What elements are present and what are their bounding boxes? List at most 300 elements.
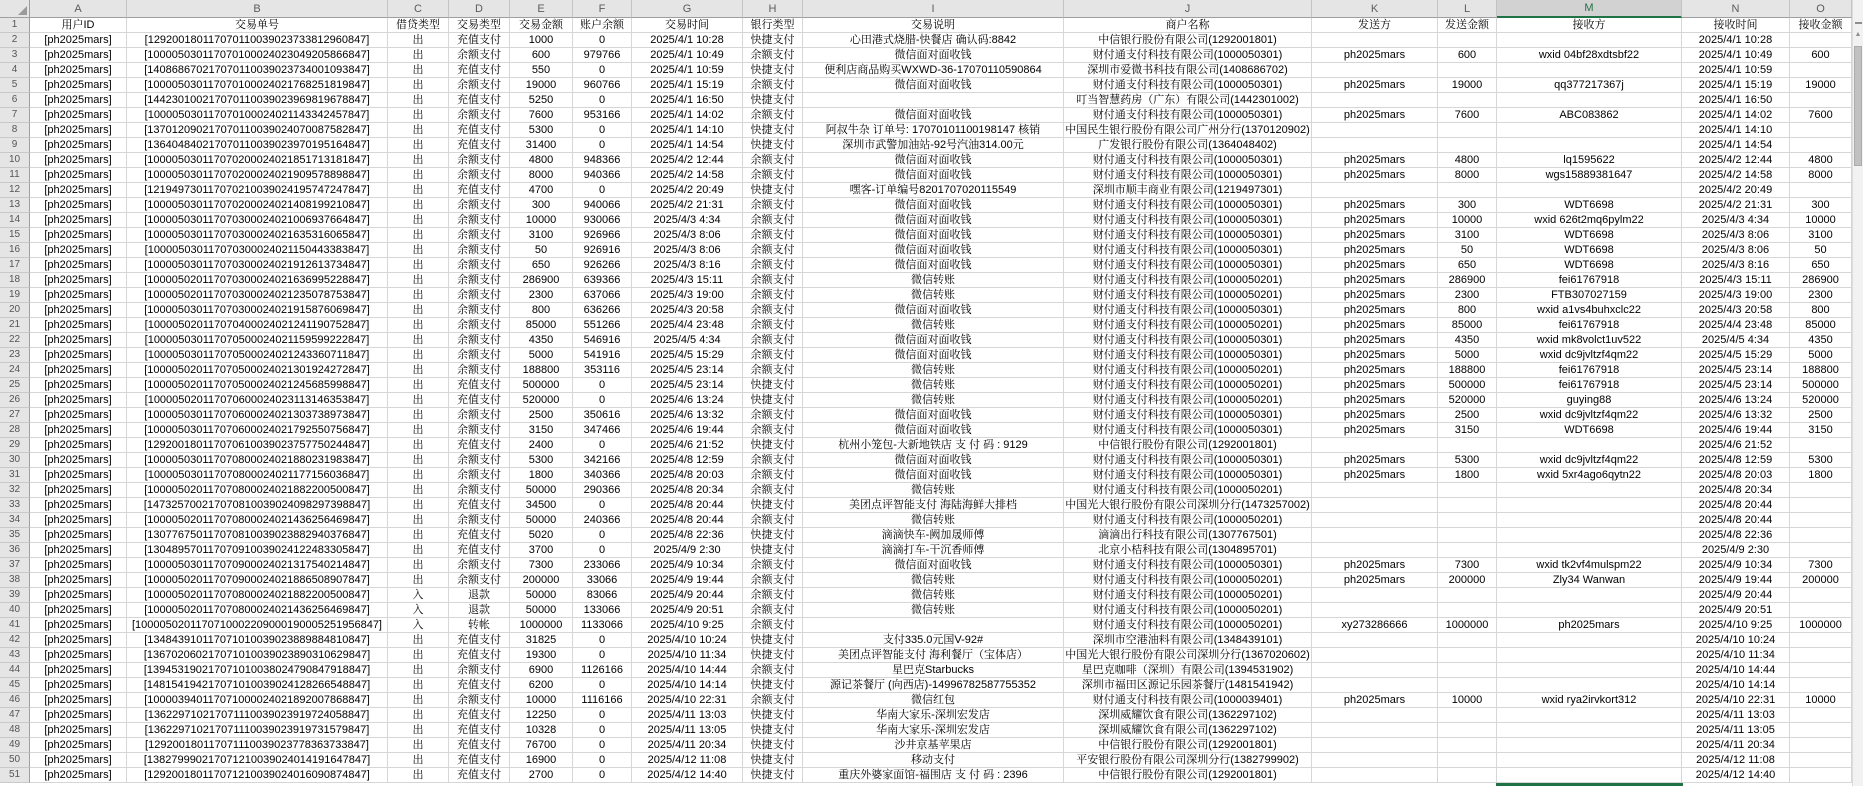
cell-M42[interactable] <box>1497 633 1682 648</box>
cell-B39[interactable]: [100005020117070800024021882200500847] <box>127 588 388 603</box>
cell-L13[interactable]: 300 <box>1438 198 1497 213</box>
cell-K4[interactable] <box>1312 63 1438 78</box>
cell-K24[interactable]: ph2025mars <box>1312 363 1438 378</box>
cell-J38[interactable]: 财付通支付科技有限公司(1000050201) <box>1064 573 1312 588</box>
cell-L18[interactable]: 286900 <box>1438 273 1497 288</box>
row-header-35[interactable]: 35 <box>0 528 30 543</box>
cell-H10[interactable]: 余额支付 <box>743 153 803 168</box>
cell-A24[interactable]: [ph2025mars] <box>30 363 127 378</box>
cell-I12[interactable]: 嘿客-订单编号8201707020115549 <box>803 183 1064 198</box>
cell-L12[interactable] <box>1438 183 1497 198</box>
cell-G30[interactable]: 2025/4/8 12:59 <box>632 453 743 468</box>
cell-G48[interactable]: 2025/4/11 13:05 <box>632 723 743 738</box>
cell-A47[interactable]: [ph2025mars] <box>30 708 127 723</box>
cell-H1[interactable]: 银行类型 <box>743 18 803 33</box>
column-header-L[interactable]: L <box>1438 0 1497 18</box>
cell-G31[interactable]: 2025/4/8 20:03 <box>632 468 743 483</box>
cell-D15[interactable]: 余额支付 <box>449 228 510 243</box>
cell-O26[interactable]: 520000 <box>1790 393 1852 408</box>
cell-I3[interactable]: 微信面对面收钱 <box>803 48 1064 63</box>
cell-O48[interactable] <box>1790 723 1852 738</box>
row-header-47[interactable]: 47 <box>0 708 30 723</box>
column-header-B[interactable]: B <box>127 0 388 18</box>
cell-N27[interactable]: 2025/4/6 13:32 <box>1682 408 1790 423</box>
cell-L1[interactable]: 发送金额 <box>1438 18 1497 33</box>
cell-L37[interactable]: 7300 <box>1438 558 1497 573</box>
cell-A9[interactable]: [ph2025mars] <box>30 138 127 153</box>
cell-L23[interactable]: 5000 <box>1438 348 1497 363</box>
cell-K29[interactable] <box>1312 438 1438 453</box>
cell-K2[interactable] <box>1312 33 1438 48</box>
cell-A34[interactable]: [ph2025mars] <box>30 513 127 528</box>
cell-E17[interactable]: 650 <box>510 258 573 273</box>
cell-O14[interactable]: 10000 <box>1790 213 1852 228</box>
cell-J34[interactable]: 财付通支付科技有限公司(1000050201) <box>1064 513 1312 528</box>
row-header-27[interactable]: 27 <box>0 408 30 423</box>
cell-G41[interactable]: 2025/4/10 9:25 <box>632 618 743 633</box>
cell-L51[interactable] <box>1438 768 1497 783</box>
cell-K35[interactable] <box>1312 528 1438 543</box>
cell-H17[interactable]: 余额支付 <box>743 258 803 273</box>
cell-F35[interactable]: 0 <box>573 528 632 543</box>
cell-J45[interactable]: 深圳市福田区源记乐园茶餐厅(1481541942) <box>1064 678 1312 693</box>
cell-H42[interactable]: 快捷支付 <box>743 633 803 648</box>
cell-O49[interactable] <box>1790 738 1852 753</box>
column-header-F[interactable]: F <box>573 0 632 18</box>
column-header-O[interactable]: O <box>1790 0 1852 18</box>
cell-I24[interactable]: 微信转账 <box>803 363 1064 378</box>
cell-N40[interactable]: 2025/4/9 20:51 <box>1682 603 1790 618</box>
cell-H37[interactable]: 余额支付 <box>743 558 803 573</box>
cell-F23[interactable]: 541916 <box>573 348 632 363</box>
cell-N7[interactable]: 2025/4/1 14:02 <box>1682 108 1790 123</box>
cell-E29[interactable]: 2400 <box>510 438 573 453</box>
cell-K20[interactable]: ph2025mars <box>1312 303 1438 318</box>
cell-B45[interactable]: [148154194217071010039024128266548847] <box>127 678 388 693</box>
cell-C50[interactable]: 出 <box>388 753 449 768</box>
cell-M32[interactable] <box>1497 483 1682 498</box>
cell-E37[interactable]: 7300 <box>510 558 573 573</box>
cell-M45[interactable] <box>1497 678 1682 693</box>
column-header-E[interactable]: E <box>510 0 573 18</box>
cell-L35[interactable] <box>1438 528 1497 543</box>
cell-G40[interactable]: 2025/4/9 20:51 <box>632 603 743 618</box>
cell-G34[interactable]: 2025/4/8 20:44 <box>632 513 743 528</box>
cell-A14[interactable]: [ph2025mars] <box>30 213 127 228</box>
cell-A23[interactable]: [ph2025mars] <box>30 348 127 363</box>
cell-M8[interactable] <box>1497 123 1682 138</box>
cell-D51[interactable]: 充值支付 <box>449 768 510 783</box>
cell-O21[interactable]: 85000 <box>1790 318 1852 333</box>
cell-C2[interactable]: 出 <box>388 33 449 48</box>
cell-F48[interactable]: 0 <box>573 723 632 738</box>
cell-C46[interactable]: 出 <box>388 693 449 708</box>
cell-I23[interactable]: 微信面对面收钱 <box>803 348 1064 363</box>
cell-A8[interactable]: [ph2025mars] <box>30 123 127 138</box>
cell-I27[interactable]: 微信面对面收钱 <box>803 408 1064 423</box>
cell-O36[interactable] <box>1790 543 1852 558</box>
cell-I37[interactable]: 微信面对面收钱 <box>803 558 1064 573</box>
row-header-36[interactable]: 36 <box>0 543 30 558</box>
cell-C19[interactable]: 出 <box>388 288 449 303</box>
cell-C10[interactable]: 出 <box>388 153 449 168</box>
row-header-21[interactable]: 21 <box>0 318 30 333</box>
cell-M41[interactable]: ph2025mars <box>1497 618 1682 633</box>
cell-O33[interactable] <box>1790 498 1852 513</box>
cell-C31[interactable]: 出 <box>388 468 449 483</box>
cell-M3[interactable]: wxid 04bf28xdtsbf22 <box>1497 48 1682 63</box>
row-header-44[interactable]: 44 <box>0 663 30 678</box>
cell-N28[interactable]: 2025/4/6 19:44 <box>1682 423 1790 438</box>
cell-G21[interactable]: 2025/4/4 23:48 <box>632 318 743 333</box>
cell-C51[interactable]: 出 <box>388 768 449 783</box>
cell-L16[interactable]: 50 <box>1438 243 1497 258</box>
cell-N44[interactable]: 2025/4/10 14:44 <box>1682 663 1790 678</box>
cell-B47[interactable]: [136229710217071110039023919724058847] <box>127 708 388 723</box>
cell-G5[interactable]: 2025/4/1 15:19 <box>632 78 743 93</box>
cell-L25[interactable]: 500000 <box>1438 378 1497 393</box>
cell-G44[interactable]: 2025/4/10 14:44 <box>632 663 743 678</box>
cell-D22[interactable]: 余额支付 <box>449 333 510 348</box>
cell-O40[interactable] <box>1790 603 1852 618</box>
cell-M26[interactable]: guying88 <box>1497 393 1682 408</box>
cell-D40[interactable]: 退款 <box>449 603 510 618</box>
cell-J42[interactable]: 深圳市空港油料有限公司(1348439101) <box>1064 633 1312 648</box>
cell-D49[interactable]: 充值支付 <box>449 738 510 753</box>
column-header-A[interactable]: A <box>30 0 127 18</box>
cell-C47[interactable]: 出 <box>388 708 449 723</box>
cell-E8[interactable]: 5300 <box>510 123 573 138</box>
cell-M17[interactable]: WDT6698 <box>1497 258 1682 273</box>
cell-F14[interactable]: 930066 <box>573 213 632 228</box>
cell-B48[interactable]: [136229710217071110039023919731579847] <box>127 723 388 738</box>
row-header-40[interactable]: 40 <box>0 603 30 618</box>
cell-J14[interactable]: 财付通支付科技有限公司(1000050301) <box>1064 213 1312 228</box>
cell-C5[interactable]: 出 <box>388 78 449 93</box>
cell-B14[interactable]: [100005030117070300024021006937664847] <box>127 213 388 228</box>
cell-L29[interactable] <box>1438 438 1497 453</box>
cell-G1[interactable]: 交易时间 <box>632 18 743 33</box>
cell-F50[interactable]: 0 <box>573 753 632 768</box>
cell-O51[interactable] <box>1790 768 1852 783</box>
column-header-J[interactable]: J <box>1064 0 1312 18</box>
cell-K40[interactable] <box>1312 603 1438 618</box>
cell-F43[interactable]: 0 <box>573 648 632 663</box>
cell-F33[interactable]: 0 <box>573 498 632 513</box>
cell-A49[interactable]: [ph2025mars] <box>30 738 127 753</box>
cell-E7[interactable]: 7600 <box>510 108 573 123</box>
row-header-41[interactable]: 41 <box>0 618 30 633</box>
cell-A46[interactable]: [ph2025mars] <box>30 693 127 708</box>
cell-M10[interactable]: lq1595622 <box>1497 153 1682 168</box>
cell-E49[interactable]: 76700 <box>510 738 573 753</box>
cell-J25[interactable]: 财付通支付科技有限公司(1000050201) <box>1064 378 1312 393</box>
cell-F13[interactable]: 940066 <box>573 198 632 213</box>
cell-L41[interactable]: 1000000 <box>1438 618 1497 633</box>
cell-D3[interactable]: 余额支付 <box>449 48 510 63</box>
row-header-32[interactable]: 32 <box>0 483 30 498</box>
cell-G26[interactable]: 2025/4/6 13:24 <box>632 393 743 408</box>
cell-L40[interactable] <box>1438 603 1497 618</box>
cell-A19[interactable]: [ph2025mars] <box>30 288 127 303</box>
cell-B28[interactable]: [100005030117070600024021792550756847] <box>127 423 388 438</box>
cell-C23[interactable]: 出 <box>388 348 449 363</box>
cell-H12[interactable]: 快捷支付 <box>743 183 803 198</box>
cell-F30[interactable]: 342166 <box>573 453 632 468</box>
cell-L50[interactable] <box>1438 753 1497 768</box>
cell-L22[interactable]: 4350 <box>1438 333 1497 348</box>
cell-I13[interactable]: 微信面对面收钱 <box>803 198 1064 213</box>
cell-I46[interactable]: 微信红包 <box>803 693 1064 708</box>
cell-A39[interactable]: [ph2025mars] <box>30 588 127 603</box>
row-header-19[interactable]: 19 <box>0 288 30 303</box>
cell-E34[interactable]: 50000 <box>510 513 573 528</box>
cell-H26[interactable]: 快捷支付 <box>743 393 803 408</box>
cell-D21[interactable]: 余额支付 <box>449 318 510 333</box>
cell-H41[interactable]: 余额支付 <box>743 618 803 633</box>
column-header-I[interactable]: I <box>803 0 1064 18</box>
cell-I49[interactable]: 沙井京基苹果店 <box>803 738 1064 753</box>
cell-C22[interactable]: 出 <box>388 333 449 348</box>
cell-B1[interactable]: 交易单号 <box>127 18 388 33</box>
cell-E44[interactable]: 6900 <box>510 663 573 678</box>
cell-M20[interactable]: wxid a1vs4buhxclc22 <box>1497 303 1682 318</box>
cell-M29[interactable] <box>1497 438 1682 453</box>
cell-G15[interactable]: 2025/4/3 8:06 <box>632 228 743 243</box>
row-header-30[interactable]: 30 <box>0 453 30 468</box>
cell-D41[interactable]: 转帐 <box>449 618 510 633</box>
cell-I34[interactable]: 微信转账 <box>803 513 1064 528</box>
cell-H40[interactable]: 余额支付 <box>743 603 803 618</box>
cell-F32[interactable]: 290366 <box>573 483 632 498</box>
cell-H31[interactable]: 余额支付 <box>743 468 803 483</box>
cell-D45[interactable]: 充值支付 <box>449 678 510 693</box>
cell-M7[interactable]: ABC083862 <box>1497 108 1682 123</box>
cell-D25[interactable]: 充值支付 <box>449 378 510 393</box>
cell-N6[interactable]: 2025/4/1 16:50 <box>1682 93 1790 108</box>
cell-D35[interactable]: 充值支付 <box>449 528 510 543</box>
cell-G32[interactable]: 2025/4/8 20:34 <box>632 483 743 498</box>
cell-M23[interactable]: wxid dc9jvltzf4qm22 <box>1497 348 1682 363</box>
cell-O5[interactable]: 19000 <box>1790 78 1852 93</box>
cell-L5[interactable]: 19000 <box>1438 78 1497 93</box>
cell-G8[interactable]: 2025/4/1 14:10 <box>632 123 743 138</box>
cell-K34[interactable] <box>1312 513 1438 528</box>
cell-D37[interactable]: 余额支付 <box>449 558 510 573</box>
cell-F42[interactable]: 0 <box>573 633 632 648</box>
cell-F39[interactable]: 83066 <box>573 588 632 603</box>
cell-G49[interactable]: 2025/4/11 20:34 <box>632 738 743 753</box>
cell-O1[interactable]: 接收金额 <box>1790 18 1852 33</box>
cell-K42[interactable] <box>1312 633 1438 648</box>
cell-G33[interactable]: 2025/4/8 20:44 <box>632 498 743 513</box>
cell-H2[interactable]: 快捷支付 <box>743 33 803 48</box>
cell-A50[interactable]: [ph2025mars] <box>30 753 127 768</box>
cell-N2[interactable]: 2025/4/1 10:28 <box>1682 33 1790 48</box>
cell-G51[interactable]: 2025/4/12 14:40 <box>632 768 743 783</box>
cell-O12[interactable] <box>1790 183 1852 198</box>
cell-F26[interactable]: 0 <box>573 393 632 408</box>
cell-D17[interactable]: 余额支付 <box>449 258 510 273</box>
cell-K21[interactable]: ph2025mars <box>1312 318 1438 333</box>
cell-G16[interactable]: 2025/4/3 8:06 <box>632 243 743 258</box>
cell-H11[interactable]: 余额支付 <box>743 168 803 183</box>
cell-C4[interactable]: 出 <box>388 63 449 78</box>
cell-E43[interactable]: 19300 <box>510 648 573 663</box>
cell-C28[interactable]: 出 <box>388 423 449 438</box>
row-header-48[interactable]: 48 <box>0 723 30 738</box>
cell-D14[interactable]: 余额支付 <box>449 213 510 228</box>
cell-L7[interactable]: 7600 <box>1438 108 1497 123</box>
cell-D11[interactable]: 余额支付 <box>449 168 510 183</box>
cell-D13[interactable]: 余额支付 <box>449 198 510 213</box>
cell-F17[interactable]: 926266 <box>573 258 632 273</box>
cell-F28[interactable]: 347466 <box>573 423 632 438</box>
cell-O37[interactable]: 7300 <box>1790 558 1852 573</box>
cell-N8[interactable]: 2025/4/1 14:10 <box>1682 123 1790 138</box>
cell-O23[interactable]: 5000 <box>1790 348 1852 363</box>
cell-F27[interactable]: 350616 <box>573 408 632 423</box>
cell-L42[interactable] <box>1438 633 1497 648</box>
cell-I2[interactable]: 心田港式烧腊-快餐店 确认码:8842 <box>803 33 1064 48</box>
cell-I41[interactable] <box>803 618 1064 633</box>
cell-F12[interactable]: 0 <box>573 183 632 198</box>
cell-H32[interactable]: 余额支付 <box>743 483 803 498</box>
cell-F7[interactable]: 953166 <box>573 108 632 123</box>
cell-G25[interactable]: 2025/4/5 23:14 <box>632 378 743 393</box>
cell-B24[interactable]: [100005020117070500024021301924272847] <box>127 363 388 378</box>
cell-A1[interactable]: 用户ID <box>30 18 127 33</box>
cell-O13[interactable]: 300 <box>1790 198 1852 213</box>
cell-B17[interactable]: [100005030117070300024021912613734847] <box>127 258 388 273</box>
cell-M37[interactable]: wxid tk2vf4mulspm22 <box>1497 558 1682 573</box>
cell-N34[interactable]: 2025/4/8 20:44 <box>1682 513 1790 528</box>
cell-I31[interactable]: 微信面对面收钱 <box>803 468 1064 483</box>
cell-L36[interactable] <box>1438 543 1497 558</box>
cell-K51[interactable] <box>1312 768 1438 783</box>
cell-D29[interactable]: 充值支付 <box>449 438 510 453</box>
cell-C37[interactable]: 出 <box>388 558 449 573</box>
cell-C18[interactable]: 出 <box>388 273 449 288</box>
cell-N18[interactable]: 2025/4/3 15:11 <box>1682 273 1790 288</box>
scroll-up-arrow[interactable]: ▲ <box>1854 31 1862 38</box>
cell-A31[interactable]: [ph2025mars] <box>30 468 127 483</box>
cell-A36[interactable]: [ph2025mars] <box>30 543 127 558</box>
cell-H13[interactable]: 余额支付 <box>743 198 803 213</box>
cell-C9[interactable]: 出 <box>388 138 449 153</box>
cell-O25[interactable]: 500000 <box>1790 378 1852 393</box>
cell-H47[interactable]: 快捷支付 <box>743 708 803 723</box>
cell-E13[interactable]: 300 <box>510 198 573 213</box>
cell-N43[interactable]: 2025/4/10 11:34 <box>1682 648 1790 663</box>
cell-D39[interactable]: 退款 <box>449 588 510 603</box>
cell-A5[interactable]: [ph2025mars] <box>30 78 127 93</box>
cell-G39[interactable]: 2025/4/9 20:44 <box>632 588 743 603</box>
cell-F47[interactable]: 0 <box>573 708 632 723</box>
cell-H34[interactable]: 余额支付 <box>743 513 803 528</box>
cell-L10[interactable]: 4800 <box>1438 153 1497 168</box>
cell-K36[interactable] <box>1312 543 1438 558</box>
cell-I51[interactable]: 重庆外婆家面馆-福围店 支 付 码 : 2396 <box>803 768 1064 783</box>
cell-G24[interactable]: 2025/4/5 23:14 <box>632 363 743 378</box>
cell-K32[interactable] <box>1312 483 1438 498</box>
cell-M18[interactable]: fei61767918 <box>1497 273 1682 288</box>
cell-H20[interactable]: 余额支付 <box>743 303 803 318</box>
cell-A42[interactable]: [ph2025mars] <box>30 633 127 648</box>
cell-B8[interactable]: [137012090217070110039024070087582847] <box>127 123 388 138</box>
cell-F46[interactable]: 1116166 <box>573 693 632 708</box>
cell-J7[interactable]: 财付通支付科技有限公司(1000050301) <box>1064 108 1312 123</box>
cell-C8[interactable]: 出 <box>388 123 449 138</box>
cell-N1[interactable]: 接收时间 <box>1682 18 1790 33</box>
cell-N42[interactable]: 2025/4/10 10:24 <box>1682 633 1790 648</box>
cell-K10[interactable]: ph2025mars <box>1312 153 1438 168</box>
cell-B29[interactable]: [129200180117070610039023757750244847] <box>127 438 388 453</box>
cell-I39[interactable]: 微信转账 <box>803 588 1064 603</box>
cell-O28[interactable]: 3150 <box>1790 423 1852 438</box>
cell-H23[interactable]: 余额支付 <box>743 348 803 363</box>
cell-A48[interactable]: [ph2025mars] <box>30 723 127 738</box>
cell-I10[interactable]: 微信面对面收钱 <box>803 153 1064 168</box>
cell-I6[interactable] <box>803 93 1064 108</box>
cell-N5[interactable]: 2025/4/1 15:19 <box>1682 78 1790 93</box>
cell-F3[interactable]: 979766 <box>573 48 632 63</box>
row-header-3[interactable]: 3 <box>0 48 30 63</box>
row-header-39[interactable]: 39 <box>0 588 30 603</box>
cell-F11[interactable]: 940366 <box>573 168 632 183</box>
cell-B12[interactable]: [121949730117070210039024195747247847] <box>127 183 388 198</box>
cell-G42[interactable]: 2025/4/10 10:24 <box>632 633 743 648</box>
cell-D12[interactable]: 充值支付 <box>449 183 510 198</box>
cell-A6[interactable]: [ph2025mars] <box>30 93 127 108</box>
cell-I36[interactable]: 滴滴打车-干沉香师傅 <box>803 543 1064 558</box>
cell-E5[interactable]: 19000 <box>510 78 573 93</box>
cell-H38[interactable]: 余额支付 <box>743 573 803 588</box>
cell-J35[interactable]: 滴滴出行科技有限公司(1307767501) <box>1064 528 1312 543</box>
cell-C44[interactable]: 出 <box>388 663 449 678</box>
cell-J19[interactable]: 财付通支付科技有限公司(1000050201) <box>1064 288 1312 303</box>
cell-H39[interactable]: 余额支付 <box>743 588 803 603</box>
cell-B13[interactable]: [100005030117070200024021408199210847] <box>127 198 388 213</box>
cell-C12[interactable]: 出 <box>388 183 449 198</box>
cell-A22[interactable]: [ph2025mars] <box>30 333 127 348</box>
cell-D34[interactable]: 余额支付 <box>449 513 510 528</box>
cell-N14[interactable]: 2025/4/3 4:34 <box>1682 213 1790 228</box>
cell-N33[interactable]: 2025/4/8 20:44 <box>1682 498 1790 513</box>
cell-E10[interactable]: 4800 <box>510 153 573 168</box>
cell-E48[interactable]: 10328 <box>510 723 573 738</box>
cell-M30[interactable]: wxid dc9jvltzf4qm22 <box>1497 453 1682 468</box>
cell-C43[interactable]: 出 <box>388 648 449 663</box>
cell-L34[interactable] <box>1438 513 1497 528</box>
cell-J18[interactable]: 财付通支付科技有限公司(1000050201) <box>1064 273 1312 288</box>
cell-I4[interactable]: 便利店商品购买WXWD-36-17070110590864 <box>803 63 1064 78</box>
cell-M48[interactable] <box>1497 723 1682 738</box>
cell-I45[interactable]: 源记茶餐厅 (向西店)-14996782587755352 <box>803 678 1064 693</box>
cell-C27[interactable]: 出 <box>388 408 449 423</box>
cell-O8[interactable] <box>1790 123 1852 138</box>
cell-I47[interactable]: 华南大家乐-深圳宏发店 <box>803 708 1064 723</box>
cell-D4[interactable]: 充值支付 <box>449 63 510 78</box>
cell-N9[interactable]: 2025/4/1 14:54 <box>1682 138 1790 153</box>
cell-B35[interactable]: [130776750117070810039023882940376847] <box>127 528 388 543</box>
cell-B22[interactable]: [100005030117070500024021159599222847] <box>127 333 388 348</box>
cell-F51[interactable]: 0 <box>573 768 632 783</box>
cell-B18[interactable]: [100005020117070300024021636995228847] <box>127 273 388 288</box>
column-header-K[interactable]: K <box>1312 0 1438 18</box>
cell-I17[interactable]: 微信面对面收钱 <box>803 258 1064 273</box>
cell-J16[interactable]: 财付通支付科技有限公司(1000050301) <box>1064 243 1312 258</box>
